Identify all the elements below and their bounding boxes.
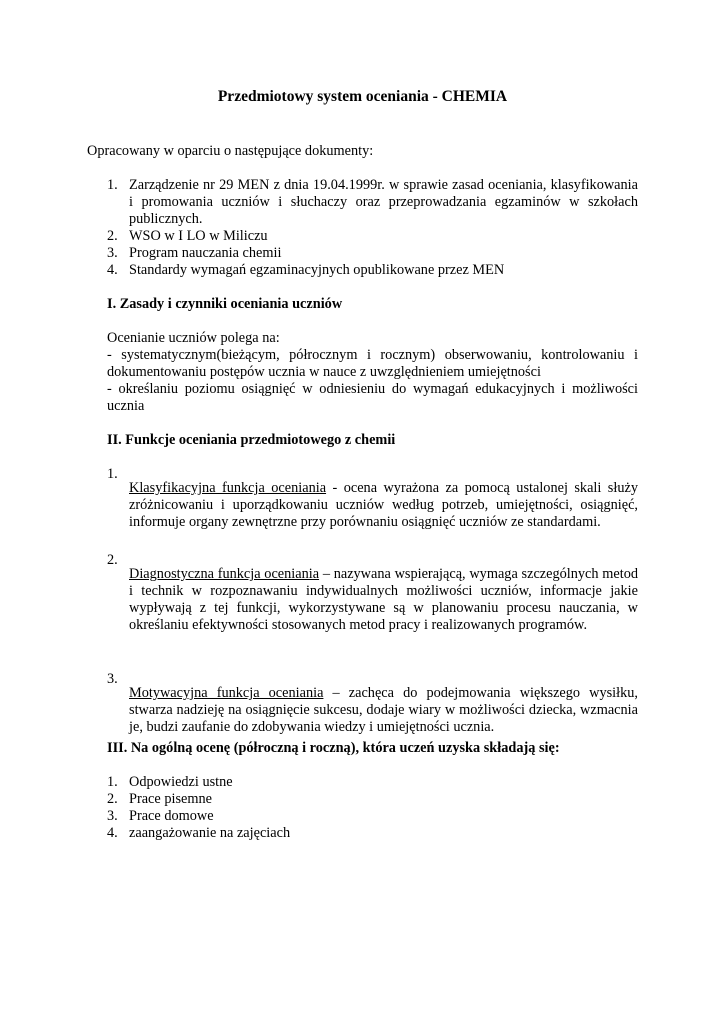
section-2-heading: II. Funkcje oceniania przedmiotowego z chemii bbox=[107, 432, 396, 448]
section-1-heading: I. Zasady i czynniki oceniania uczniów bbox=[107, 296, 343, 312]
function-term: Klasyfikacyjna funkcja oceniania bbox=[129, 480, 327, 497]
list-item: WSO w I LO w Miliczu bbox=[129, 228, 268, 244]
list-number: 1. bbox=[107, 177, 118, 193]
function-item-motivational bbox=[129, 685, 638, 735]
function-description: - ocena wyrażona za pomocą ustalonej skali służy zróżnicowaniu i uporządkowaniu uczniów według potrzeb, umiejętności, osiągnięć, informuje organy zewnętrzne przy porównaniu osiągnięć uczniów ze standardami. bbox=[129, 480, 638, 530]
function-item-diagnostic bbox=[129, 566, 638, 633]
list-item: Zarządzenie nr 29 MEN z dnia 19.04.1999r. w sprawie zasad oceniania, klasyfikowania i promowania uczniów i słuchaczy oraz przeprowadzania egzaminów w szkołach publicznych. bbox=[129, 177, 638, 227]
function-term: Motywacyjna funkcja oceniania bbox=[129, 685, 324, 702]
function-term: Diagnostyczna funkcja oceniania bbox=[129, 566, 320, 583]
list-number: 2. bbox=[107, 228, 118, 244]
list-item: Prace pisemne bbox=[129, 791, 212, 807]
function-description: – nazywana wspierającą, wymaga szczególnych metod i technik w rozpoznawaniu indywidualnych możliwości uczniów, informacje jakie wypływają z tej funkcji, wykorzystywane są w planowaniu procesu nauczania, w określaniu efektywności stosowanych metod pracy i realizowanych programów. bbox=[129, 566, 639, 633]
page-title: Przedmiotowy system oceniania - CHEMIA bbox=[217, 88, 508, 105]
section-1-line-2: - określaniu poziomu osiągnięć w odniesieniu do wymagań edukacyjnych i możliwości ucznia bbox=[107, 381, 638, 414]
list-number: 3. bbox=[107, 245, 118, 261]
list-number: 1. bbox=[107, 774, 118, 790]
list-item: Program nauczania chemii bbox=[129, 245, 282, 261]
intro-text: Opracowany w oparciu o następujące dokumenty: bbox=[87, 143, 374, 159]
list-number: 4. bbox=[107, 825, 118, 841]
list-number: 1. bbox=[107, 466, 118, 482]
list-number: 2. bbox=[107, 552, 118, 568]
list-item: zaangażowanie na zajęciach bbox=[129, 825, 291, 841]
list-number: 2. bbox=[107, 791, 118, 807]
section-1-line-1: - systematycznym(bieżącym, półrocznym i rocznym) obserwowaniu, kontrolowaniu i dokumentowaniu postępów ucznia w nauce z uwzględnieniem umiejętności bbox=[107, 347, 638, 380]
function-description: – zachęca do podejmowania większego wysiłku, stwarza nadzieję na osiągnięcie sukcesu, dodaje wiary w możliwości dziecka, wzmacnia je, budzi zaufanie do zdobywania wiedzy i umiejętności ucznia. bbox=[129, 685, 638, 735]
list-item: Standardy wymagań egzaminacyjnych opublikowane przez MEN bbox=[129, 262, 505, 278]
list-number: 3. bbox=[107, 808, 118, 824]
list-item: Prace domowe bbox=[129, 808, 214, 824]
list-number: 4. bbox=[107, 262, 118, 278]
list-item: Odpowiedzi ustne bbox=[129, 774, 233, 790]
list-number: 3. bbox=[107, 671, 118, 687]
function-item-classification bbox=[129, 480, 638, 530]
section-3-heading: III. Na ogólną ocenę (półroczną i roczną), która uczeń uzyska składają się: bbox=[107, 740, 560, 756]
section-1-lead: Ocenianie uczniów polega na: bbox=[107, 330, 280, 346]
